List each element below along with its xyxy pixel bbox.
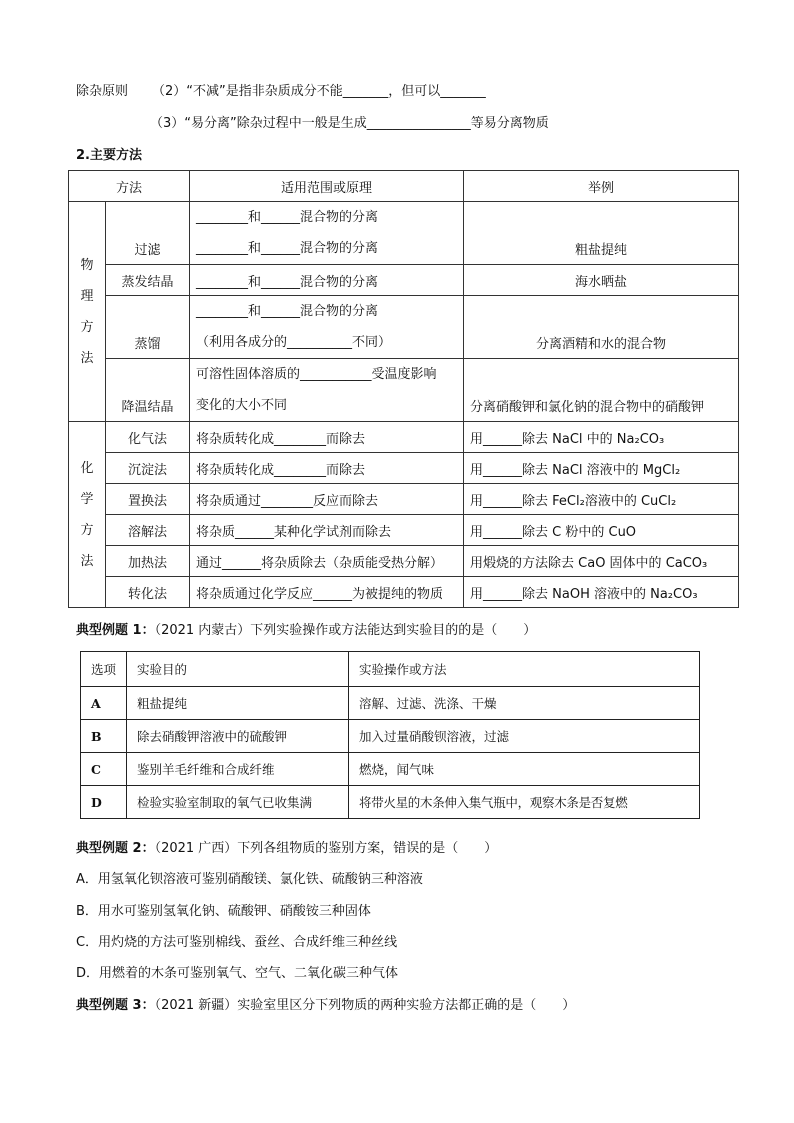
example2-question: 典型例题 2：（2021 广西）下列各组物质的鉴别方案，错误的是（ ） — [76, 841, 498, 856]
header-principle: 适用范围或原理 — [190, 171, 464, 202]
distillation-principle: ________和______混合物的分离 （利用各成分的__________不同） — [190, 296, 464, 359]
header-example: 举例 — [464, 171, 739, 202]
displacement-example: 用______除去 FeCl₂溶液中的 CuCl₂ — [464, 484, 739, 515]
principles-label: 除杂原则 — [76, 84, 129, 99]
physical-methods-group: 物 理 方 法 — [69, 202, 106, 422]
evaporation-example: 海水晒盐 — [464, 265, 739, 296]
example2-option-c: C．用灼烧的方法可鉴别棉线、蚕丝、合成纤维三种丝线 — [76, 935, 398, 950]
table-row: C 鉴别羊毛纤维和合成纤维 燃烧，闻气味 — [81, 753, 700, 786]
gas-example: 用______除去 NaCl 中的 Na₂CO₃ — [464, 422, 739, 453]
principle-item-2: （2）“不减”是指非杂质成分不能_______，但可以_______ — [152, 84, 486, 99]
example3-question: 典型例题 3：（2021 新疆）实验室里区分下列物质的两种实验方法都正确的是（ ） — [76, 998, 576, 1013]
table-row: 选项 实验目的 实验操作或方法 — [81, 652, 700, 687]
method-gas: 化气法 — [106, 422, 190, 453]
example1-table — [80, 651, 700, 819]
filtration-principle: ________和______混合物的分离 ________和______混合物的分离 — [190, 202, 464, 265]
distillation-example: 分离酒精和水的混合物 — [464, 296, 739, 359]
method-distillation: 蒸馏 — [106, 296, 190, 359]
heating-example: 用煅烧的方法除去 CaO 固体中的 CaCO₃ — [464, 546, 739, 577]
method-dissolution: 溶解法 — [106, 515, 190, 546]
method-cooling-crystallization: 降温结晶 — [106, 359, 190, 422]
dissolution-principle: 将杂质______某种化学试剂而除去 — [190, 515, 464, 546]
evaporation-principle: ________和______混合物的分离 — [190, 265, 464, 296]
method-evaporation: 蒸发结晶 — [106, 265, 190, 296]
table-row: D 检验实验室制取的氧气已收集满 将带火星的木条伸入集气瓶中，观察木条是否复燃 — [81, 786, 700, 819]
cooling-example: 分离硝酸钾和氯化钠的混合物中的硝酸钾 — [464, 359, 739, 422]
gas-principle: 将杂质转化成________而除去 — [190, 422, 464, 453]
heating-principle: 通过______将杂质除去（杂质能受热分解） — [190, 546, 464, 577]
method-precipitation: 沉淀法 — [106, 453, 190, 484]
conversion-example: 用______除去 NaOH 溶液中的 Na₂CO₃ — [464, 577, 739, 608]
example2-option-a: A．用氢氧化钡溶液可鉴别硝酸镁、氯化铁、硫酸钠三种溶液 — [76, 872, 423, 887]
method-heating: 加热法 — [106, 546, 190, 577]
precipitation-example: 用______除去 NaCl 溶液中的 MgCl₂ — [464, 453, 739, 484]
section-title: 2.主要方法 — [76, 148, 142, 163]
dissolution-example: 用______除去 C 粉中的 CuO — [464, 515, 739, 546]
displacement-principle: 将杂质通过________反应而除去 — [190, 484, 464, 515]
example1-question: 典型例题 1：（2021 内蒙古）下列实验操作或方法能达到实验目的的是（ ） — [76, 623, 537, 638]
chemical-methods-group: 化 学 方 法 — [69, 422, 106, 608]
table-row: B 除去硝酸钾溶液中的硫酸钾 加入过量硝酸钡溶液，过滤 — [81, 720, 700, 753]
example2-option-b: B．用水可鉴别氢氧化钠、硫酸钾、硝酸铵三种固体 — [76, 904, 371, 919]
method-conversion: 转化法 — [106, 577, 190, 608]
cooling-principle: 可溶性固体溶质的___________受温度影响 变化的大小不同 — [190, 359, 464, 422]
precipitation-principle: 将杂质转化成________而除去 — [190, 453, 464, 484]
method-filtration: 过滤 — [106, 202, 190, 265]
principle-item-3: （3）“易分离”除杂过程中一般是生成________________等易分离物质 — [150, 116, 549, 131]
header-method: 方法 — [69, 171, 190, 202]
example2-option-d: D．用燃着的木条可鉴别氧气、空气、二氧化碳三种气体 — [76, 966, 399, 981]
conversion-principle: 将杂质通过化学反应______为被提纯的物质 — [190, 577, 464, 608]
methods-table — [68, 170, 739, 608]
filtration-example: 粗盐提纯 — [464, 202, 739, 265]
table-row: A 粗盐提纯 溶解、过滤、洗涤、干燥 — [81, 687, 700, 720]
method-displacement: 置换法 — [106, 484, 190, 515]
